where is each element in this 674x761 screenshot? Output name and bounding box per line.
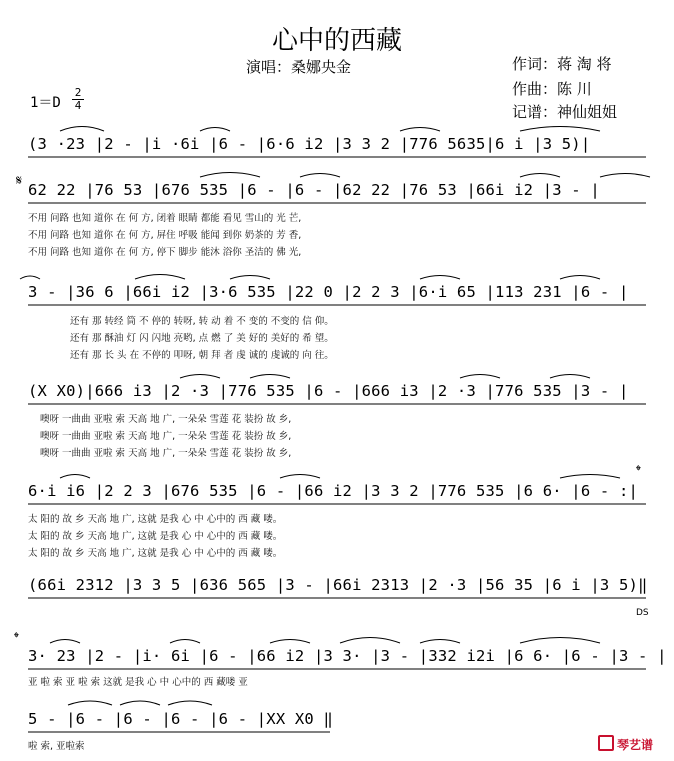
score-line-2: 62 22 |76 53 |676 535 |6 - |6 - |62 22 |76 53 |66i i2 |3 - | (28, 181, 600, 199)
key-signature: 1＝D (30, 95, 61, 111)
time-signature-bottom: 4 (74, 99, 82, 112)
lyric-line-3-2: 还有 那 酥油 灯 闪 闪地 亮哟, 点 燃 了 美 好的 美好的 希 望。 (70, 333, 334, 344)
lyric-line-5-1: 太 阳的 故 乡 天高 地 广, 这就 是我 心 中 心中的 西 藏 喽。 (28, 514, 283, 525)
lyric-line-3-3: 还有 那 长 头 在 不停的 叩呀, 朝 拜 者 虔 诚的 虔诚的 向 往。 (70, 350, 334, 361)
lyric-line-4-1: 噢呀 一曲曲 亚啦 索 天高 地 广, 一朵朵 雪莲 花 装扮 故 乡, (40, 414, 292, 425)
lyric-line-4-3: 噢呀 一曲曲 亚啦 索 天高 地 广, 一朵朵 雪莲 花 装扮 故 乡, (40, 448, 292, 459)
logo-text: 琴艺谱 (617, 738, 654, 752)
score-line-6: (66i 2312 |3 3 5 |636 565 |3 - |66i 2313 |2 ·3 |56 35 |6 i |3 5)‖ (28, 576, 648, 594)
lyric-line-7: 亚 啦 索 亚 啦 索 这就 是我 心 中 心中的 西 藏喽 亚 (28, 677, 248, 688)
time-signature-top: 2 (74, 86, 82, 99)
score-line-7: 3· 23 |2 - |i· 6i |6 - |66 i2 |3 3· |3 - |332 i2i |6 6· |6 - |3 - | (28, 647, 667, 665)
score-line-5: 6·i i6 |2 2 3 |676 535 |6 - |66 i2 |3 3 2 |776 535 |6 6· |6 - :| (28, 482, 639, 500)
composer-credit: 作曲：陈 川 (512, 80, 592, 98)
coda-icon: 𝄌 (636, 463, 641, 479)
lyric-line-5-2: 太 阳的 故 乡 天高 地 广, 这就 是我 心 中 心中的 西 藏 喽。 (28, 531, 283, 542)
ds-mark: DS (636, 608, 649, 618)
score-line-4: (X X0)|666 i3 |2 ·3 |776 535 |6 - |666 i3 |2 ·3 |776 535 |3 - | (28, 382, 629, 400)
score-line-3: 3 - |36 6 |66i i2 |3·6 535 |22 0 |2 2 3 |6·i 65 |113 231 |6 - | (28, 283, 629, 301)
song-title: 心中的西藏 (271, 26, 402, 56)
lyric-line-4-2: 噢呀 一曲曲 亚啦 索 天高 地 广, 一朵朵 雪莲 花 装扮 故 乡, (40, 431, 292, 442)
lyric-line-5-3: 太 阳的 故 乡 天高 地 广, 这就 是我 心 中 心中的 西 藏 喽。 (28, 548, 283, 559)
segno-icon: 𝄋 (16, 173, 23, 189)
lyric-line-2-1: 不用 问路 也知 道你 在 何 方, 闭着 眼睛 都能 看见 雪山的 光 芒, (28, 213, 302, 224)
score-line-1: (3 ·23 |2 - |i ·6i |6 - |6·6 i2 |3 3 2 |776 5635|6 i |3 5)| (28, 135, 591, 153)
singer-credit: 演唱：桑娜央金 (246, 58, 352, 76)
lyric-line-8: 啦 索, 亚啦索 (28, 741, 85, 752)
lyric-line-3-1: 还有 那 转经 筒 不 停的 转呀, 转 动 着 不 变的 不变的 信 仰。 (70, 316, 334, 327)
lyric-line-2-3: 不用 问路 也知 道你 在 何 方, 停下 脚步 能沐 浴你 圣洁的 佛 光, (28, 247, 302, 258)
lyricist-credit: 作词：蒋 淘 将 (512, 55, 612, 73)
score-line-8: 5 - |6 - |6 - |6 - |6 - |XX X0 ‖ (28, 710, 334, 728)
lyric-line-2-2: 不用 问路 也知 道你 在 何 方, 屏住 呼吸 能闻 到你 奶茶的 芳 香, (28, 230, 302, 241)
transcriber-credit: 记谱：神仙姐姐 (512, 103, 618, 121)
coda-icon-2: 𝄌 (14, 630, 19, 646)
